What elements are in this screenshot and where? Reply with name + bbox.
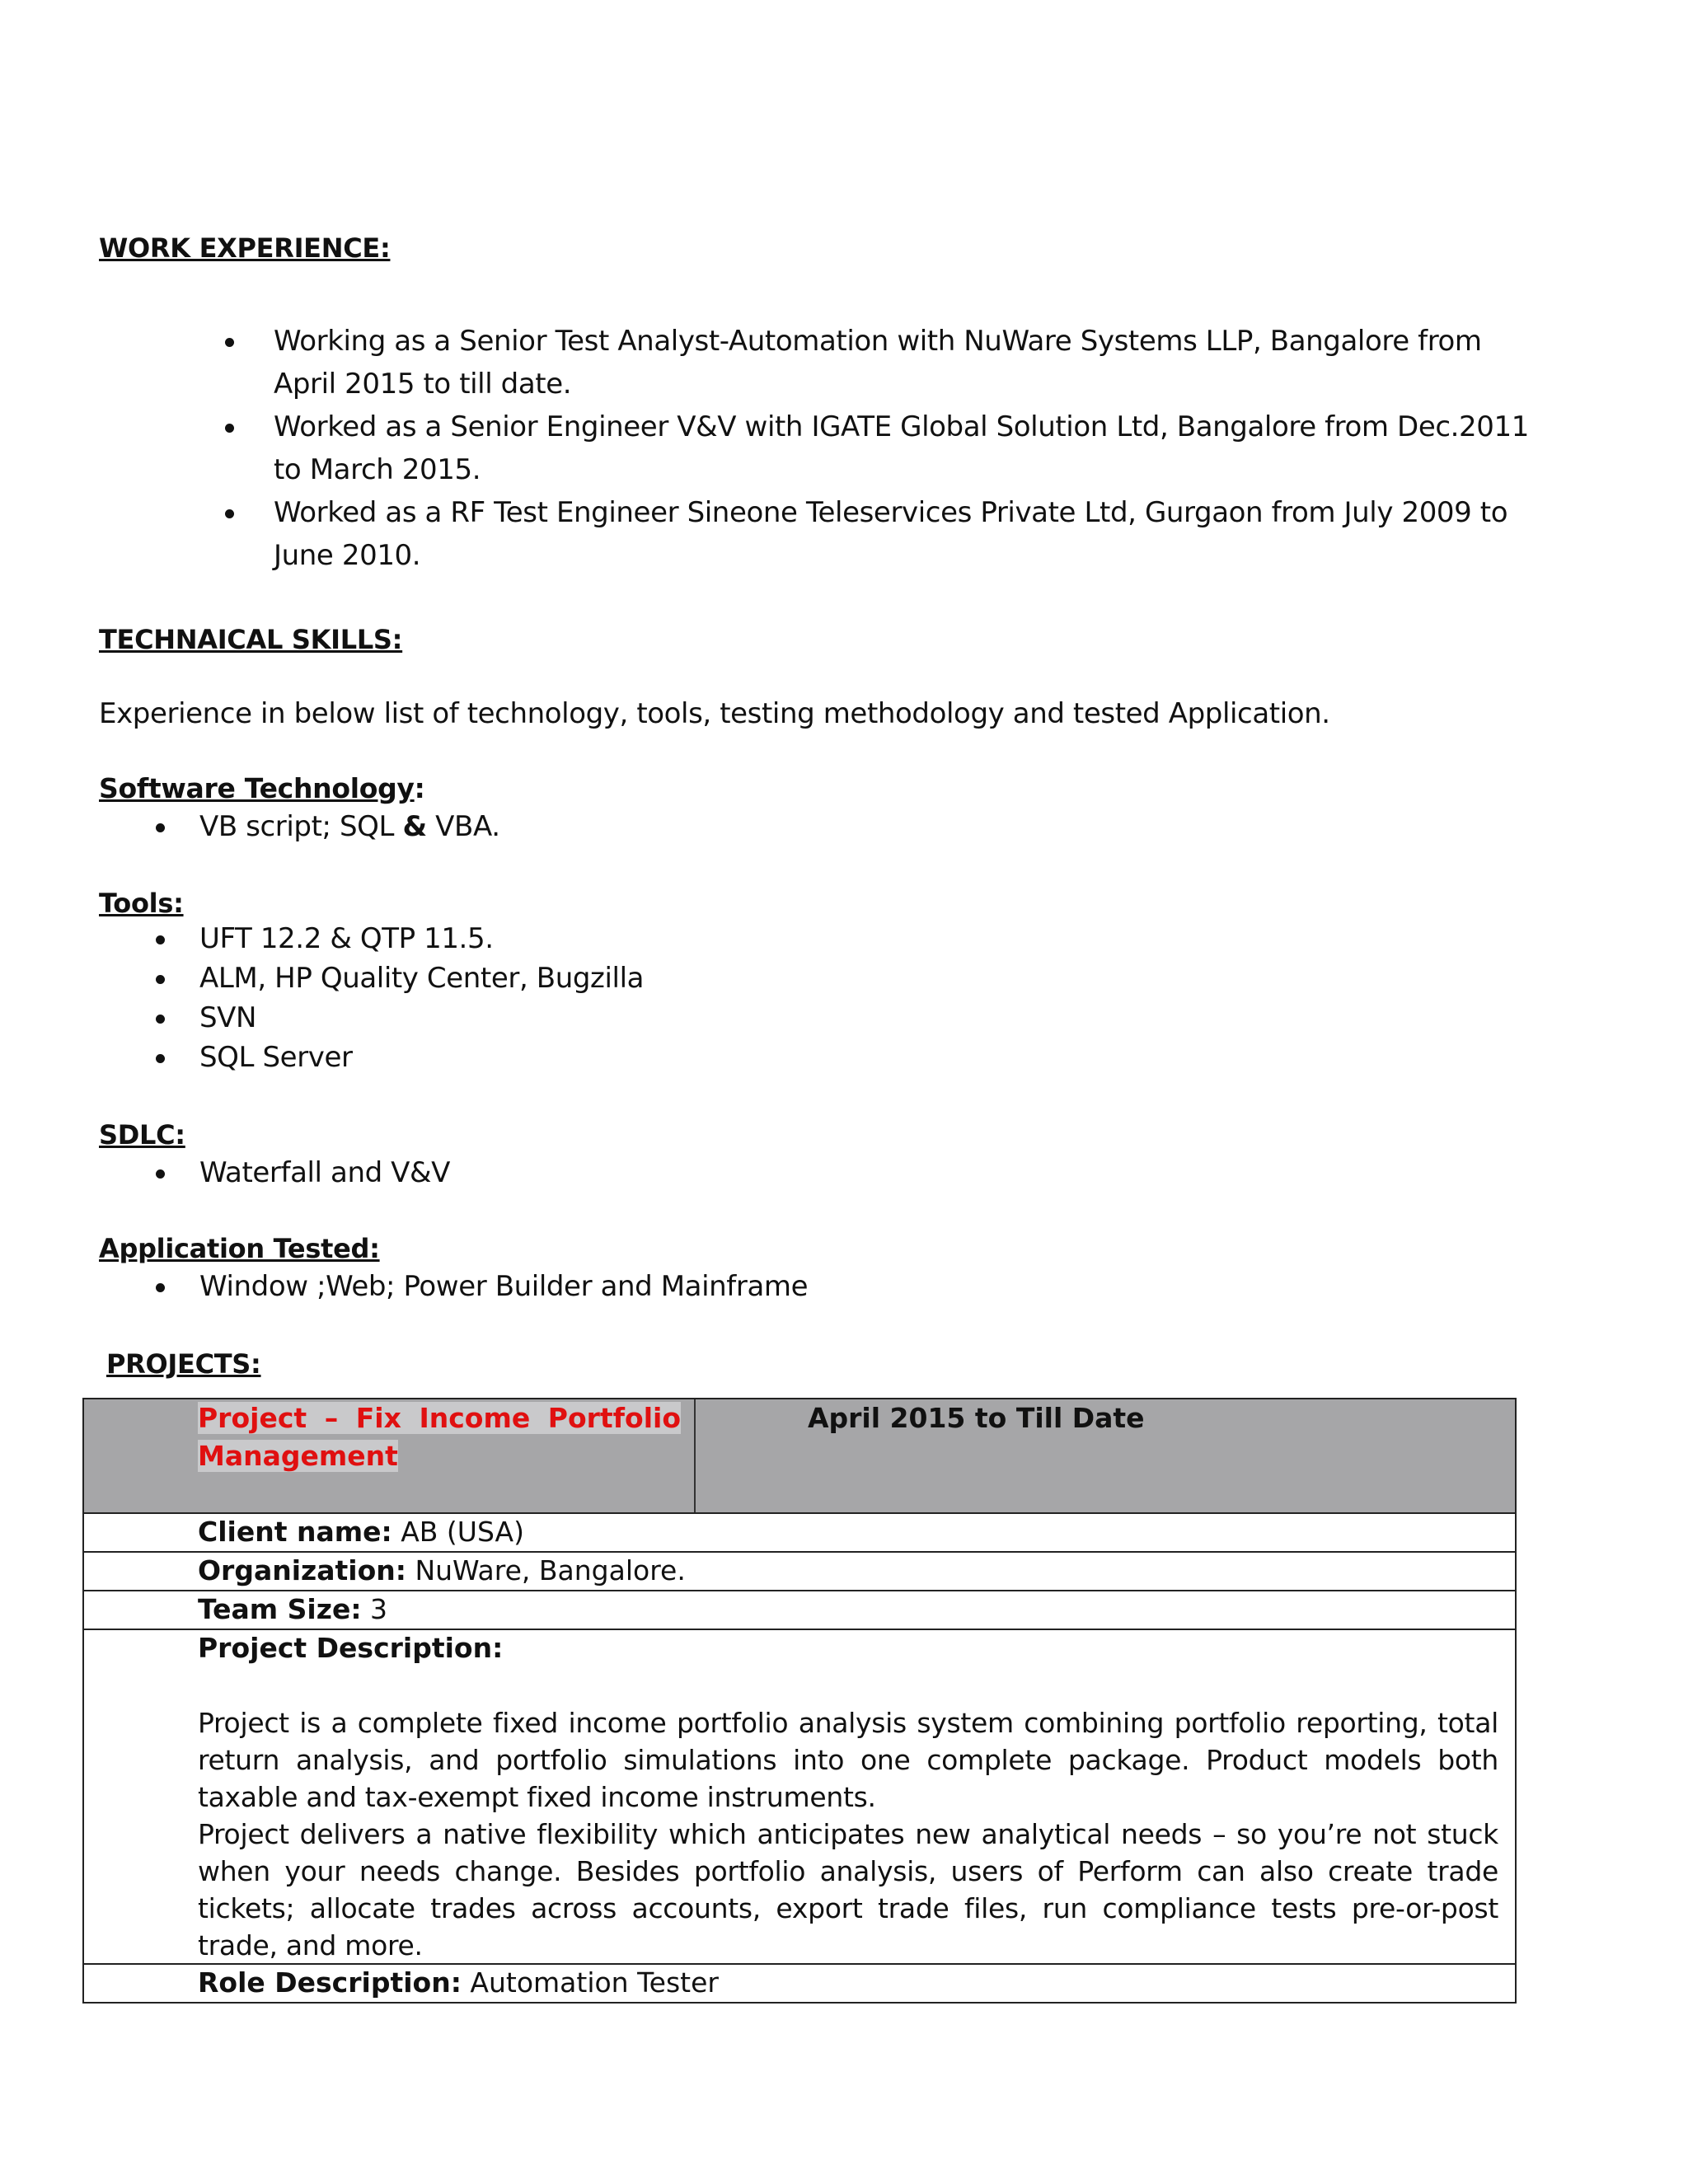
project-description-text: Project delivers a native flexibility which anticipates new analytical needs – so you’re not stuck when your needs change. Besides portfolio analysis, users of Perform can also create trade tickets; allocate trades across accounts, export trade files, run compliance tests pre-or-post trade, and more.	[198, 1818, 1498, 1961]
organization-value: NuWare, Bangalore.	[406, 1554, 686, 1586]
list-item	[274, 491, 1543, 577]
tools-item-text: ALM, HP Quality Center, Bugzilla	[199, 962, 645, 995]
ampersand-bold: &	[402, 810, 427, 843]
software-technology-label: Software Technology	[99, 772, 415, 804]
tools-item-text: SQL Server	[199, 1041, 353, 1074]
client-label: Client name:	[198, 1516, 392, 1548]
list-item	[274, 405, 1543, 491]
software-technology-heading	[99, 772, 425, 804]
bullet-icon	[156, 975, 165, 984]
client-row	[84, 1514, 1515, 1553]
tools-heading: Tools:	[99, 888, 184, 919]
bullet-icon	[156, 935, 165, 944]
project-table	[82, 1398, 1517, 2004]
bullet-icon	[156, 1283, 165, 1292]
sdlc-list	[199, 1151, 450, 1194]
team-size-row	[84, 1591, 1515, 1630]
software-technology-item-text: VB script; SQL	[199, 810, 403, 843]
software-technology-item-suffix: VBA.	[426, 810, 500, 843]
project-description-label: Project Description:	[198, 1632, 504, 1664]
list-item	[199, 1265, 808, 1308]
project-title-text: Project – Fix Income Portfolio Management	[198, 1402, 681, 1472]
application-tested-heading: Application Tested:	[99, 1233, 380, 1264]
tools-item-text: UFT 12.2 & QTP 11.5.	[199, 922, 494, 955]
list-item	[199, 958, 644, 998]
client-value: AB (USA)	[392, 1516, 524, 1548]
work-experience-heading: WORK EXPERIENCE:	[99, 232, 391, 264]
tools-item-text: SVN	[199, 1001, 257, 1034]
project-date-range: April 2015 to Till Date	[808, 1402, 1145, 1434]
team-size-label: Team Size:	[198, 1593, 362, 1625]
projects-heading: PROJECTS:	[106, 1348, 261, 1380]
work-experience-item-text: Working as a Senior Test Analyst-Automation with NuWare Systems LLP, Bangalore from April 2015 to till date.	[274, 325, 1482, 401]
list-item	[199, 1151, 450, 1194]
project-table-header	[84, 1399, 1515, 1514]
list-item	[199, 919, 644, 958]
application-tested-list	[199, 1265, 808, 1308]
project-title	[198, 1399, 681, 1475]
application-tested-item-text: Window ;Web; Power Builder and Mainframe	[199, 1270, 809, 1303]
bullet-icon	[156, 1015, 165, 1024]
bullet-icon	[225, 338, 234, 347]
sdlc-item-text: Waterfall and V&V	[199, 1156, 451, 1189]
work-experience-item-text: Worked as a RF Test Engineer Sineone Teleservices Private Ltd, Gurgaon from July 2009 to June 2010.	[274, 496, 1508, 572]
list-item	[199, 1038, 644, 1077]
work-experience-list	[274, 320, 1543, 577]
bullet-icon	[225, 509, 234, 518]
list-item	[274, 320, 1543, 405]
organization-label: Organization:	[198, 1554, 406, 1586]
bullet-icon	[156, 1054, 165, 1063]
work-experience-item-text: Worked as a Senior Engineer V&V with IGATE Global Solution Ltd, Bangalore from Dec.2011 to March 2015.	[274, 410, 1529, 486]
technical-skills-intro: Experience in below list of technology, tools, testing methodology and tested Application.	[99, 697, 1330, 730]
tools-list	[199, 919, 644, 1077]
role-value: Automation Tester	[461, 1966, 719, 1999]
sdlc-heading: SDLC:	[99, 1119, 185, 1151]
list-item	[199, 998, 644, 1038]
software-technology-colon: :	[414, 772, 425, 804]
header-divider	[694, 1399, 696, 1512]
list-item	[199, 805, 500, 848]
role-row	[84, 1965, 1515, 2002]
organization-row	[84, 1553, 1515, 1591]
project-description-row	[84, 1630, 1515, 1965]
bullet-icon	[156, 823, 165, 832]
technical-skills-heading: TECHNAICAL SKILLS:	[99, 624, 403, 655]
software-technology-list	[199, 805, 500, 848]
bullet-icon	[225, 424, 234, 433]
project-description-text: Project is a complete fixed income portfolio analysis system combining portfolio reporting, total return analysis, and portfolio simulations into one complete package. Product models both taxable and tax-exempt fixed income instruments.	[198, 1707, 1498, 1813]
role-label: Role Description:	[198, 1966, 462, 1999]
team-size-value: 3	[361, 1593, 388, 1625]
bullet-icon	[156, 1169, 165, 1179]
